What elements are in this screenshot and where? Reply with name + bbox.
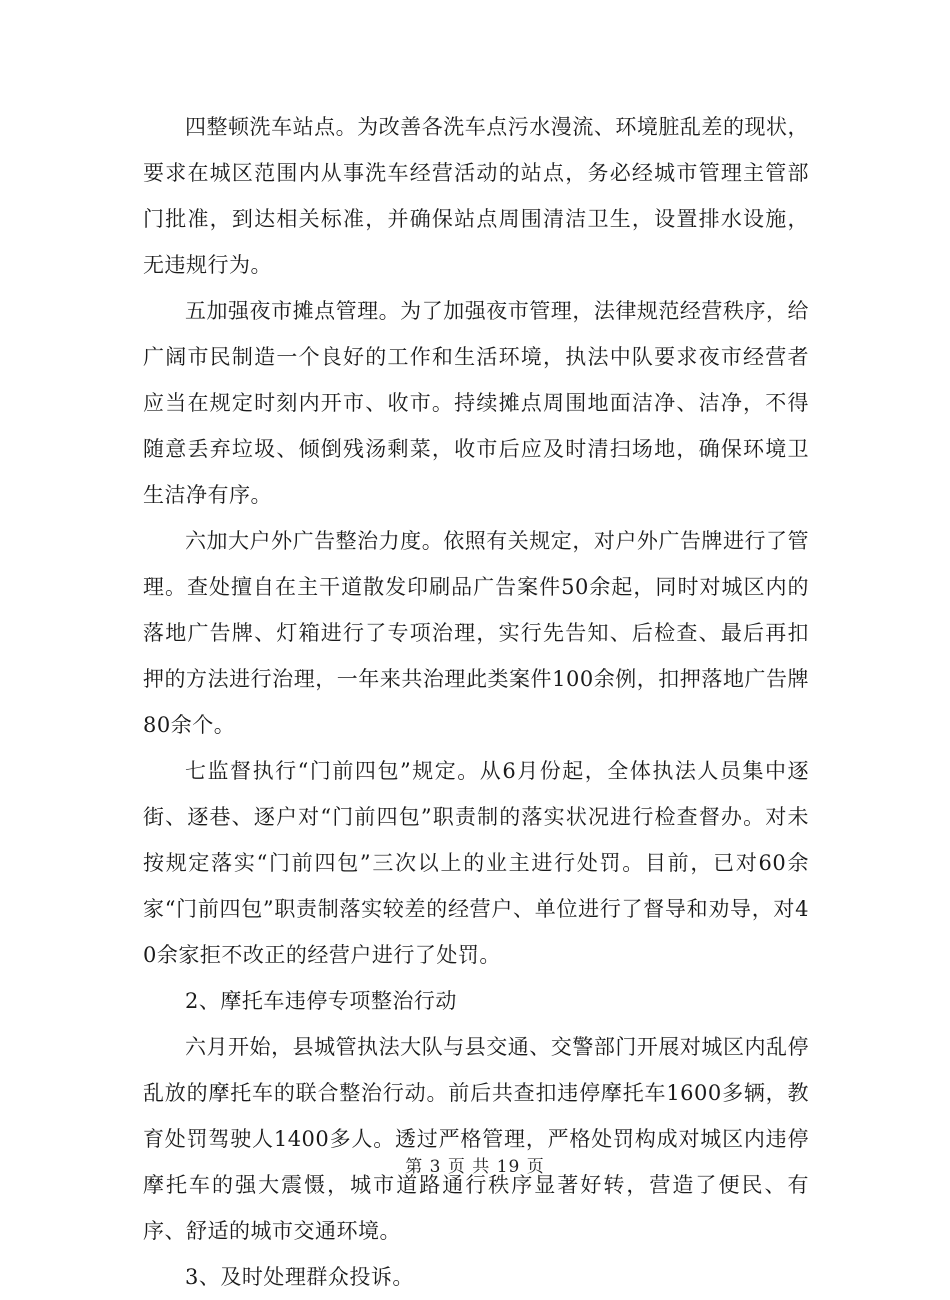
document-body (143, 104, 809, 1300)
page-footer: 第 3 页 共 19 页 (405, 1157, 545, 1177)
paragraph-four-responsibilities: 七监督执行“门前四包”规定。从6月份起，全体执法人员集中逐街、逐巷、逐户对“门前四包”职责制的落实状况进行检查督办。对未按规定落实“门前四包”三次以上的业主进行处罚。目前，已对60余家“门前四包”职责制落实较差的经营户、单位进行了督导和劝导，对40余家拒不改正的经营户进行了处罚。 (143, 759, 809, 967)
paragraph-motorcycle-action: 六月开始，县城管执法大队与县交通、交警部门开展对城区内乱停乱放的摩托车的联合整治行动。前后共查扣违停摩托车1600多辆，教育处罚驾驶人1400多人。透过严格管理，严格处罚构成对城区内违停摩托车的强大震慑，城市道路通行秩序显著好转，营造了便民、有序、舒适的城市交通环境。 (143, 1035, 809, 1243)
paragraph-outdoor-ads: 六加大户外广告整治力度。依照有关规定，对户外广告牌进行了管理。查处擅自在主干道散发印刷品广告案件50余起，同时对城区内的落地广告牌、灯箱进行了专项治理，实行先告知、后检查、最后再扣押的方法进行治理，一年来共治理此类案件100余例，扣押落地广告牌80余个。 (143, 529, 809, 737)
section-heading-complaints: 3、及时处理群众投诉。 (185, 1265, 414, 1289)
paragraph-car-wash: 四整顿洗车站点。为改善各洗车点污水漫流、环境脏乱差的现状，要求在城区范围内从事洗车经营活动的站点，务必经城市管理主管部门批准，到达相关标准，并确保站点周围清洁卫生，设置排水设施，无违规行为。 (143, 115, 809, 277)
section-heading-motorcycle: 2、摩托车违停专项整治行动 (185, 989, 457, 1013)
paragraph-night-market: 五加强夜市摊点管理。为了加强夜市管理，法律规范经营秩序，给广阔市民制造一个良好的工作和生活环境，执法中队要求夜市经营者应当在规定时刻内开市、收市。持续摊点周围地面洁净、洁净，不得随意丢弃垃圾、倾倒残汤剩菜，收市后应及时清扫场地，确保环境卫生洁净有序。 (143, 299, 809, 507)
